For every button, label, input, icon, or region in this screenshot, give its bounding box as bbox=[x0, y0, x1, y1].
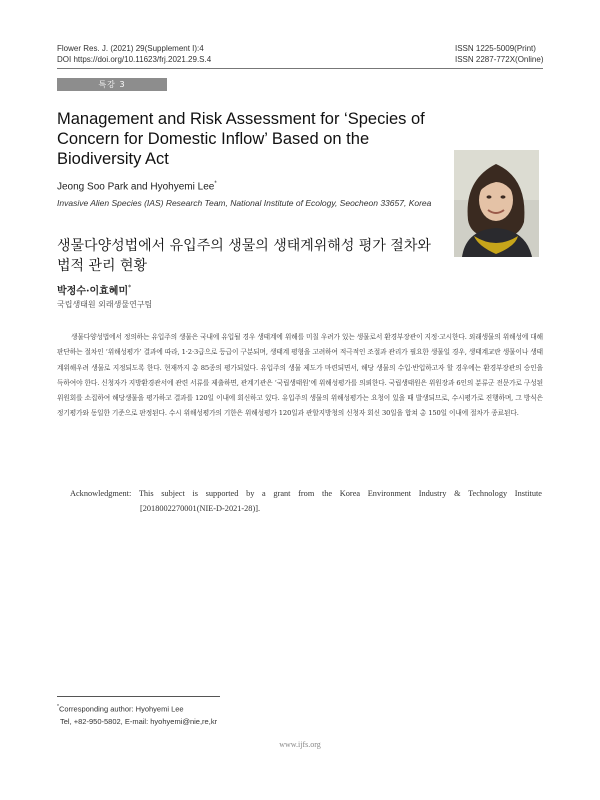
section-tag: 특강 3 bbox=[57, 78, 167, 91]
doi-link[interactable]: DOI https://doi.org/10.11623/frj.2021.29.S.4 bbox=[57, 54, 212, 64]
journal-header bbox=[57, 44, 211, 65]
header-divider bbox=[57, 68, 543, 69]
issn-print: ISSN 1225-5009(Print) bbox=[455, 44, 536, 53]
footnote-divider bbox=[57, 696, 220, 697]
article-title: Management and Risk Assessment for ‘Species of Concern for Domestic Inflow’ Based on the Biodiversity Act bbox=[57, 110, 425, 168]
korean-affiliation: 국립생태원 외래생물연구팀 bbox=[57, 300, 153, 309]
korean-author-line bbox=[57, 282, 131, 297]
affiliation: Invasive Alien Species (IAS) Research Team, National Institute of Ecology, Seocheon 33657, Korea bbox=[57, 198, 432, 208]
journal-citation: Flower Res. J. (2021) 29(Supplement I):4 bbox=[57, 44, 204, 53]
footer-site-link[interactable]: www.ijfs.org bbox=[279, 740, 321, 749]
author-line bbox=[57, 181, 217, 192]
korean-title: 생물다양성법에서 유입주의 생물의 생태계위해성 평가 절차와 법적 관리 현황 bbox=[57, 238, 431, 274]
korean-corresponding-mark: * bbox=[128, 284, 132, 292]
author-names: Jeong Soo Park and Hyohyemi Lee bbox=[57, 181, 215, 193]
acknowledgment bbox=[70, 486, 542, 516]
acknowledgment-text: Acknowledgment: This subject is supported by a grant from the Korea Environment Industry & Technology Institute bbox=[70, 489, 542, 498]
author-portrait-image bbox=[454, 150, 539, 257]
korean-author-names: 박정수·이효혜미 bbox=[57, 286, 129, 297]
issn-online: ISSN 2287-772X(Online) bbox=[455, 54, 544, 64]
abstract-body: 생물다양성법에서 정의하는 유입주의 생물은 국내에 유입될 경우 생태계에 위해를 미칠 우려가 있는 생물로서 환경부장관이 지정·고시한다. 외래생물의 위해성에 대해 판단하는 절차인 ‘위해성평가’ 결과에 따라, 1·2·3급으로 등급이 구분되며, 생태계 평형을 고려하여 적극적인 조절과 관리가 필요한 생물일 경우, 생태계교란 생물이나 생태계위해우려 생물로 지정되도록 한다. 현재까지 총 85종의 평가되었다. 유입주의 생물 제도가 마련되면서, 해당 생물의 수입·반입하고자 할 경우에는 환경부장관의 승인을 득하여야 한다. 신청자가 지방환경관서에 관련 서류를 제출하면, 관계기관은 ‘국립생태원’에 위해성평가를 의뢰한다. 국립생태원은 위원장과 6인의 분류군 전문가로 구성된 위원회를 소집하여 해당생물을 평가하고 결과를 120일 이내에 회신하고 있다. 유입주의 생물의 위해성평가는 요청이 있을 때 발생되므로, 수시평가로 진행하며, 그 방식은 정기평가와 동일한 기준으로 판정된다. 수시 위해성평가의 기한은 위해성평가 120일과 관할지방청의 신청자 회신 30일을 합쳐 총 150일 이내에 절차가 종료된다. bbox=[57, 333, 543, 418]
acknowledgment-grant: [2018002270001(NIE-D-2021-28)]. bbox=[140, 504, 261, 513]
footnote bbox=[57, 701, 217, 728]
footnote-mark: * bbox=[57, 704, 59, 710]
corresponding-author: Corresponding author: Hyohyemi Lee bbox=[58, 704, 184, 714]
author-photo bbox=[454, 150, 539, 257]
contact-info: Tel, +82-950-5802, E-mail: hyohyemi@nie,re,kr bbox=[60, 716, 218, 726]
corresponding-mark: * bbox=[214, 181, 217, 187]
issn-block bbox=[455, 44, 544, 65]
